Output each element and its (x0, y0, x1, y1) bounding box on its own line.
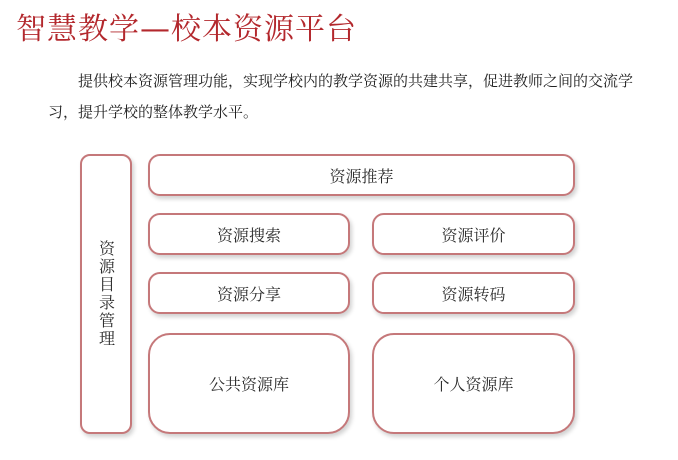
resource-transcoding-box: 资源转码 (372, 272, 575, 314)
resource-evaluation-box: 资源评价 (372, 213, 575, 255)
page-description: 提供校本资源管理功能，实现学校内的教学资源的共建共享，促进教师之间的交流学习，提升学校的整体教学水平。 (48, 72, 634, 121)
page-title: 智慧教学—校本资源平台 (16, 12, 357, 47)
resource-catalog-management-box: 资源目录管理 (80, 154, 132, 434)
resource-search-box: 资源搜索 (148, 213, 350, 255)
resource-sharing-box: 资源分享 (148, 272, 350, 314)
resource-recommendation-box: 资源推荐 (148, 154, 575, 196)
public-resource-library-box: 公共资源库 (148, 333, 350, 434)
personal-resource-library-box: 个人资源库 (372, 333, 575, 434)
